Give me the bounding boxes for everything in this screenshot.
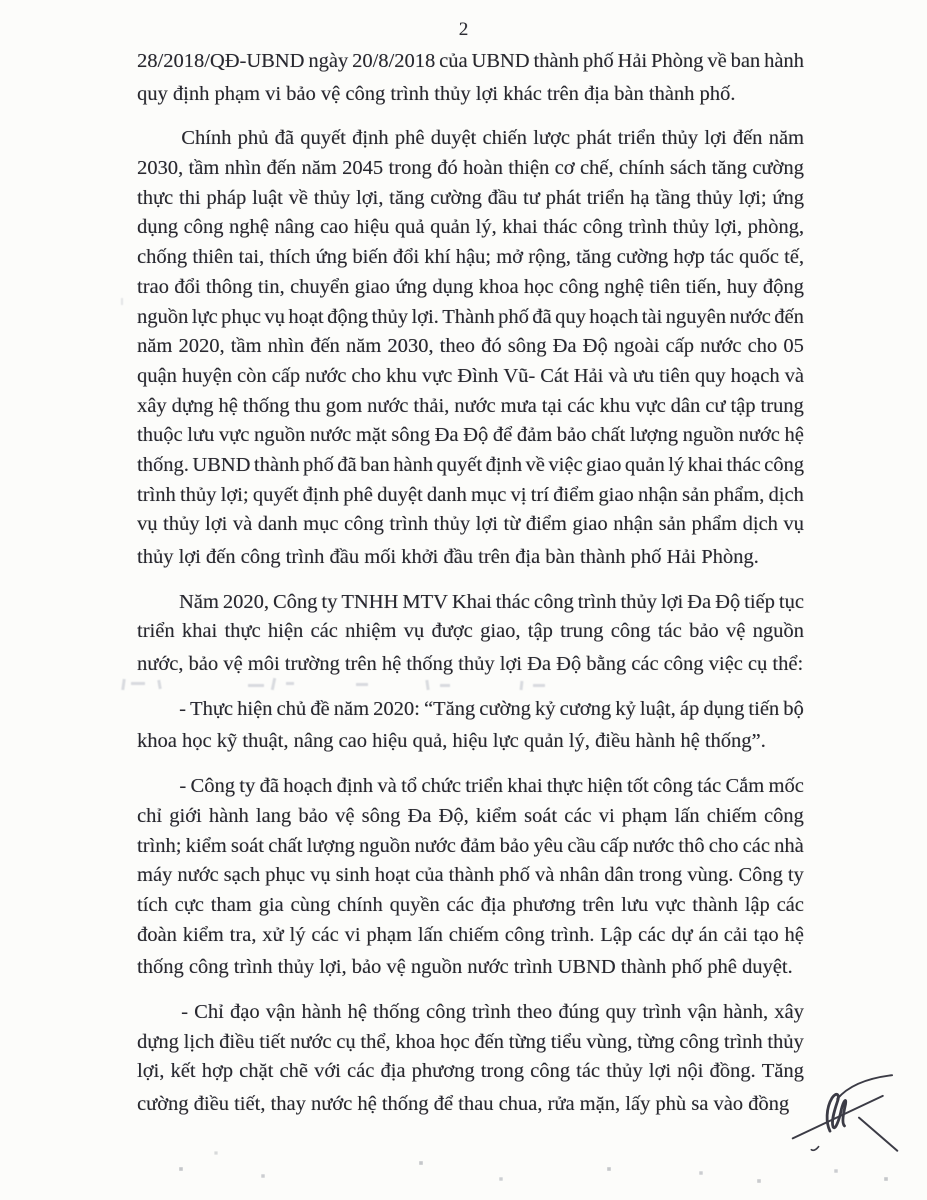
- paragraph: [137, 1001, 804, 1120]
- text-line: nước, bảo vệ môi trường trên hệ thống thủy lợi Đa Độ bằng các công việc cụ thể:: [137, 653, 804, 676]
- text-line: thuộc lưu vực nguồn nước mặt sông Đa Độ để đảm bảo chất lượng nguồn nước hệ: [137, 424, 804, 447]
- text-line: Chính phủ đã quyết định phê duyệt chiến lược phát triển thủy lợi đến năm: [181, 127, 804, 150]
- text-line: năm 2020, tầm nhìn đến năm 2030, theo đó sông Đa Độ ngoài cấp nước cho 05: [137, 335, 804, 358]
- text-line: chống thiên tai, thích ứng biến đổi khí hậu; mở rộng, tăng cường hợp tác quốc tế,: [137, 246, 804, 269]
- paragraph: [137, 698, 804, 757]
- text-line: - Thực hiện chủ đề năm 2020: “Tăng cường kỷ cương kỷ luật, áp dụng tiến bộ: [179, 697, 804, 720]
- page-number: 2: [458, 19, 469, 40]
- text-line: thủy lợi đến công trình đầu mối khởi đầu trên địa bàn thành phố Hải Phòng.: [137, 546, 759, 568]
- text-line: chỉ giới hành lang bảo vệ sông Đa Độ, kiểm soát các vi phạm lấn chiếm công: [137, 804, 804, 827]
- text-line: - Chỉ đạo vận hành hệ thống công trình theo đúng quy trình vận hành, xây: [181, 1000, 804, 1023]
- text-line: 2030, tầm nhìn đến năm 2045 trong đó hoàn thiện cơ chế, chính sách tăng cường: [137, 157, 804, 180]
- scan-noise: [0, 0, 2, 2]
- text-line: 28/2018/QĐ-UBND ngày 20/8/2018 của UBND thành phố Hải Phòng về ban hành: [137, 50, 804, 72]
- paragraph: [137, 591, 804, 680]
- text-line: nguồn lực phục vụ hoạt động thủy lợi. Thành phố đã quy hoạch tài nguyên nước đến: [137, 305, 804, 328]
- text-line: đoàn kiểm tra, xử lý các vi phạm lấn chiếm công trình. Lập các dự án cải tạo hệ: [137, 923, 804, 946]
- text-line: trình thủy lợi; quyết định phê duyệt danh mục vị trí điểm giao nhận sản phẩm, dịch: [137, 483, 804, 506]
- text-line: cường điều tiết, thay nước hệ thống để thau chua, rửa mặn, lấy phù sa vào đồng: [137, 1093, 790, 1115]
- text-line: - Công ty đã hoạch định và tổ chức triển khai thực hiện tốt công tác Cắm mốc: [179, 775, 804, 798]
- text-line: thực thi pháp luật về thủy lợi, tăng cường đầu tư phát triển hạ tầng thủy lợi; ứng: [137, 186, 804, 209]
- text-line: lợi, kết hợp chặt chẽ với các địa phương trong công tác thủy lợi nội đồng. Tăng: [137, 1060, 804, 1083]
- text-line: dựng lịch điều tiết nước cụ thể, khoa học đến từng tiểu vùng, từng công trình thủy: [137, 1030, 804, 1053]
- text-line: triển khai thực hiện các nhiệm vụ được giao, tập trung công tác bảo vệ nguồn: [137, 620, 804, 643]
- paragraph: [137, 50, 804, 109]
- paragraph: [137, 775, 804, 983]
- text-line: Năm 2020, Công ty TNHH MTV Khai thác công trình thủy lợi Đa Độ tiếp tục: [179, 590, 804, 613]
- signature-icon: [770, 1070, 920, 1158]
- text-line: trao đổi thông tin, chuyển giao ứng dụng khoa học công nghệ tiên tiến, huy động: [137, 275, 804, 298]
- text-line: vụ thủy lợi và danh mục công trình thủy lợi từ điểm giao nhận sản phẩm dịch vụ: [137, 513, 804, 536]
- text-line: dụng công nghệ nâng cao hiệu quả quản lý, khai thác công trình thủy lợi, phòng,: [137, 216, 804, 239]
- text-line: quận huyện còn cấp nước cho khu vực Đình Vũ- Cát Hải và ưu tiên quy hoạch và: [137, 364, 804, 387]
- document-body: [137, 50, 804, 1120]
- text-line: xây dựng hệ thống thu gom nước thải, nước mưa tại các khu vực dân cư tập trung: [137, 394, 804, 417]
- text-line: máy nước sạch phục vụ sinh hoạt của thành phố và nhân dân trong vùng. Công ty: [137, 864, 804, 887]
- text-line: tích cực tham gia cùng chính quyền các địa phương trên lưu vực thành lập các: [137, 893, 804, 916]
- text-line: trình; kiểm soát chất lượng nguồn nước đảm bảo yêu cầu cấp nước thô cho các nhà: [137, 834, 804, 857]
- text-line: thống công trình thủy lợi, bảo vệ nguồn nước trình UBND thành phố phê duyệt.: [137, 956, 793, 979]
- paragraph: [137, 127, 804, 572]
- text-line: thống. UBND thành phố đã ban hành quyết định về việc giao quản lý khai thác công: [137, 453, 804, 476]
- text-line: quy định phạm vi bảo vệ công trình thủy lợi khác trên địa bàn thành phố.: [137, 82, 736, 105]
- text-line: khoa học kỹ thuật, nâng cao hiệu quả, hiệu lực quản lý, điều hành hệ thống”.: [137, 730, 766, 753]
